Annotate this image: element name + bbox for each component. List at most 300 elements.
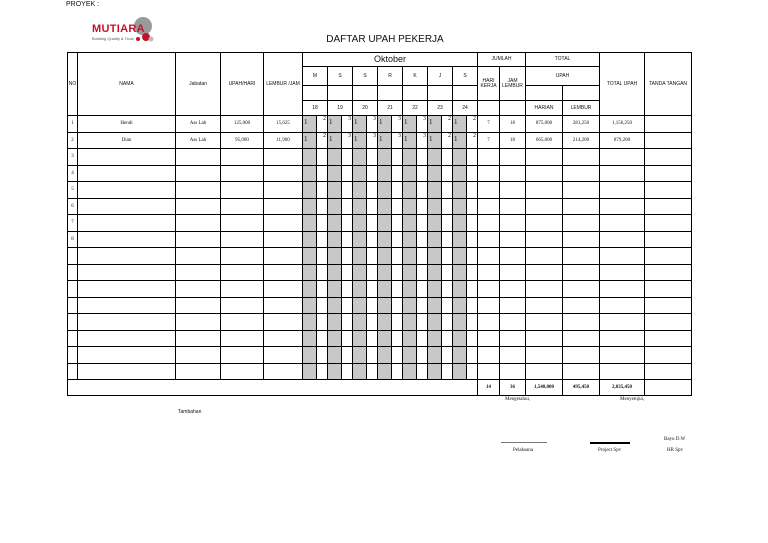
total-wage: 1,156,250 xyxy=(600,116,645,133)
jam-lembur-spacer xyxy=(500,101,526,116)
worker-position: Ass Lab xyxy=(176,132,221,149)
overtime-wage-total xyxy=(563,248,600,265)
row-number xyxy=(68,347,78,364)
day-attendance xyxy=(428,363,442,380)
worker-position xyxy=(176,231,221,248)
day-attendance xyxy=(328,165,342,182)
day-overtime xyxy=(367,363,378,380)
overtime-wage-total xyxy=(563,182,600,199)
day-attendance xyxy=(403,297,417,314)
daily-wage-total xyxy=(526,165,563,182)
day-attendance xyxy=(353,297,367,314)
work-days xyxy=(478,281,500,298)
day-overtime xyxy=(417,116,428,133)
day-attendance xyxy=(403,215,417,232)
day-attendance xyxy=(328,198,342,215)
day-overtime xyxy=(392,198,403,215)
worker-name xyxy=(78,215,176,232)
overtime-hours-total xyxy=(500,363,526,380)
day-overtime xyxy=(392,231,403,248)
day-attendance xyxy=(328,314,342,331)
total-upah-header: TOTAL UPAH xyxy=(600,53,645,116)
worker-name xyxy=(78,297,176,314)
day-overtime xyxy=(317,363,328,380)
work-days xyxy=(478,264,500,281)
day-attendance xyxy=(453,330,467,347)
day-attendance xyxy=(453,215,467,232)
day-spacer xyxy=(453,86,478,101)
worker-name: Hendi xyxy=(78,116,176,133)
day-overtime xyxy=(342,215,353,232)
day-overtime xyxy=(392,264,403,281)
day-attendance xyxy=(453,116,467,133)
day-overtime xyxy=(317,132,328,149)
day-attendance xyxy=(353,363,367,380)
day-attendance xyxy=(453,132,467,149)
table-row xyxy=(68,314,692,331)
day-attendance xyxy=(403,281,417,298)
day-overtime xyxy=(342,149,353,166)
attendance-value: 1 xyxy=(429,118,433,126)
day-attendance xyxy=(303,248,317,265)
day-header: S xyxy=(328,67,353,86)
overtime-hours-total xyxy=(500,215,526,232)
signature-cell xyxy=(645,149,692,166)
day-overtime xyxy=(442,182,453,199)
signature-cell xyxy=(645,215,692,232)
table-row xyxy=(68,330,692,347)
day-overtime xyxy=(392,116,403,133)
worker-name xyxy=(78,165,176,182)
signature-cell xyxy=(645,165,692,182)
signature-cell xyxy=(645,281,692,298)
attendance-value: 1 xyxy=(354,134,358,143)
attendance-value: 1 xyxy=(404,118,408,126)
day-attendance xyxy=(403,149,417,166)
day-attendance xyxy=(403,165,417,182)
overtime-wage-total xyxy=(563,149,600,166)
total-work-days: 14 xyxy=(478,380,500,396)
day-attendance xyxy=(303,231,317,248)
total-wage xyxy=(600,165,645,182)
overtime-hours: 3 xyxy=(348,116,351,122)
daily-wage xyxy=(221,363,264,380)
overtime-hours-total xyxy=(500,231,526,248)
day-spacer xyxy=(328,86,353,101)
day-overtime xyxy=(417,347,428,364)
day-attendance xyxy=(303,116,317,133)
day-attendance xyxy=(303,314,317,331)
day-overtime xyxy=(342,182,353,199)
day-attendance xyxy=(328,281,342,298)
day-overtime xyxy=(392,363,403,380)
overtime-rate xyxy=(264,297,303,314)
day-overtime xyxy=(417,281,428,298)
table-row xyxy=(68,264,692,281)
overtime-rate: 15,625 xyxy=(264,116,303,133)
work-days xyxy=(478,248,500,265)
day-attendance xyxy=(378,264,392,281)
day-attendance xyxy=(303,165,317,182)
overtime-rate xyxy=(264,198,303,215)
day-overtime xyxy=(317,248,328,265)
signature-cell xyxy=(645,314,692,331)
day-attendance xyxy=(403,132,417,149)
day-header: M xyxy=(303,67,328,86)
day-attendance xyxy=(428,281,442,298)
day-attendance xyxy=(378,231,392,248)
overtime-hours: 2 xyxy=(448,116,451,122)
day-overtime xyxy=(392,165,403,182)
day-overtime xyxy=(442,116,453,133)
daily-wage-total xyxy=(526,330,563,347)
daily-wage: 95,000 xyxy=(221,132,264,149)
tanda-tangan-header: TANDA TANGAN xyxy=(645,53,692,116)
row-number: 6 xyxy=(68,198,78,215)
overtime-rate xyxy=(264,149,303,166)
overtime-wage-total xyxy=(563,215,600,232)
overtime-wage-total xyxy=(563,198,600,215)
harian-spacer xyxy=(526,86,563,101)
total-wage xyxy=(600,347,645,364)
attendance-value: 1 xyxy=(429,134,433,143)
overtime-rate xyxy=(264,330,303,347)
overtime-hours: 3 xyxy=(348,132,351,139)
day-overtime xyxy=(417,165,428,182)
pelaksana-signature-line xyxy=(501,442,547,443)
tambahan-label: Tambahan xyxy=(178,409,202,415)
overtime-rate xyxy=(264,165,303,182)
row-number xyxy=(68,314,78,331)
day-overtime xyxy=(342,198,353,215)
overtime-wage-total xyxy=(563,264,600,281)
day-attendance xyxy=(353,182,367,199)
overtime-hours-total: 18 xyxy=(500,132,526,149)
col-lembur-jam-header: LEMBUR /JAM xyxy=(264,53,303,116)
day-overtime xyxy=(367,116,378,133)
day-attendance xyxy=(453,248,467,265)
day-overtime xyxy=(342,248,353,265)
hr-name: Bayu D.W xyxy=(664,437,686,442)
day-overtime xyxy=(417,132,428,149)
day-overtime xyxy=(367,248,378,265)
total-wage xyxy=(600,231,645,248)
day-attendance xyxy=(428,182,442,199)
row-number: 7 xyxy=(68,215,78,232)
day-overtime xyxy=(317,231,328,248)
worker-position xyxy=(176,281,221,298)
daily-wage-total xyxy=(526,215,563,232)
overtime-wage-total xyxy=(563,347,600,364)
total-wage xyxy=(600,198,645,215)
day-attendance xyxy=(328,149,342,166)
overtime-hours-total xyxy=(500,182,526,199)
day-attendance xyxy=(328,132,342,149)
overtime-rate xyxy=(264,264,303,281)
worker-name xyxy=(78,347,176,364)
day-attendance xyxy=(378,116,392,133)
col-upah-hari-header: UPAH/HARI xyxy=(221,53,264,116)
signature-cell xyxy=(645,182,692,199)
attendance-value: 1 xyxy=(354,118,358,126)
overtime-hours: 2 xyxy=(323,132,326,139)
worker-name xyxy=(78,231,176,248)
day-overtime xyxy=(392,132,403,149)
day-spacer xyxy=(403,86,428,101)
attendance-value: 1 xyxy=(329,118,333,126)
day-overtime xyxy=(417,231,428,248)
day-attendance xyxy=(403,347,417,364)
day-overtime xyxy=(442,165,453,182)
day-overtime xyxy=(342,264,353,281)
attendance-value: 1 xyxy=(454,134,458,143)
signature-cell xyxy=(645,248,692,265)
worker-name xyxy=(78,248,176,265)
day-overtime xyxy=(467,165,478,182)
day-attendance xyxy=(328,116,342,133)
worker-name xyxy=(78,330,176,347)
overtime-rate xyxy=(264,363,303,380)
table-row xyxy=(68,363,692,380)
day-overtime xyxy=(417,314,428,331)
day-overtime xyxy=(317,281,328,298)
overtime-hours: 3 xyxy=(398,132,401,139)
day-spacer xyxy=(428,86,453,101)
day-attendance xyxy=(428,330,442,347)
day-attendance xyxy=(353,264,367,281)
day-attendance xyxy=(403,314,417,331)
day-overtime xyxy=(392,215,403,232)
day-overtime xyxy=(367,231,378,248)
day-overtime xyxy=(367,215,378,232)
date-header: 21 xyxy=(378,101,403,116)
total-wage xyxy=(600,182,645,199)
day-overtime xyxy=(392,281,403,298)
day-overtime xyxy=(442,198,453,215)
daily-wage-total: 875,000 xyxy=(526,116,563,133)
row-number xyxy=(68,248,78,265)
day-attendance xyxy=(328,248,342,265)
table-row xyxy=(68,165,692,182)
overtime-rate xyxy=(264,231,303,248)
day-overtime xyxy=(442,248,453,265)
table-row xyxy=(68,215,692,232)
worker-name xyxy=(78,314,176,331)
day-overtime xyxy=(417,215,428,232)
day-attendance xyxy=(353,132,367,149)
worker-position xyxy=(176,264,221,281)
signature-cell xyxy=(645,297,692,314)
worker-name xyxy=(78,264,176,281)
daily-wage xyxy=(221,297,264,314)
worker-name xyxy=(78,363,176,380)
signature-cell xyxy=(645,198,692,215)
daily-wage xyxy=(221,281,264,298)
daily-wage xyxy=(221,248,264,265)
attendance-value: 1 xyxy=(304,118,308,126)
day-attendance xyxy=(328,231,342,248)
daily-wage-total xyxy=(526,347,563,364)
hari-kerja-header: HARI KERJA xyxy=(478,67,500,101)
worker-position xyxy=(176,149,221,166)
day-overtime xyxy=(392,182,403,199)
day-spacer xyxy=(378,86,403,101)
overtime-hours-total: 18 xyxy=(500,116,526,133)
work-days xyxy=(478,165,500,182)
signature-cell xyxy=(645,132,692,149)
total-wage xyxy=(600,314,645,331)
day-overtime xyxy=(392,314,403,331)
worker-position xyxy=(176,347,221,364)
day-attendance xyxy=(378,363,392,380)
table-row xyxy=(68,281,692,298)
day-attendance xyxy=(453,281,467,298)
daily-wage: 125,000 xyxy=(221,116,264,133)
total-wage xyxy=(600,363,645,380)
day-overtime xyxy=(367,330,378,347)
overtime-hours-total xyxy=(500,297,526,314)
total-wage xyxy=(600,330,645,347)
attendance-value: 1 xyxy=(379,118,383,126)
daily-wage xyxy=(221,149,264,166)
overtime-rate xyxy=(264,215,303,232)
wage-table xyxy=(67,52,692,396)
overtime-hours: 2 xyxy=(473,116,476,122)
overtime-hours-total xyxy=(500,149,526,166)
day-overtime xyxy=(342,281,353,298)
day-header: S xyxy=(453,67,478,86)
daily-wage xyxy=(221,198,264,215)
total-wage xyxy=(600,281,645,298)
overtime-hours: 2 xyxy=(448,132,451,139)
row-number xyxy=(68,330,78,347)
overtime-hours-total xyxy=(500,330,526,347)
work-days xyxy=(478,314,500,331)
attendance-value: 1 xyxy=(329,134,333,143)
day-attendance xyxy=(353,330,367,347)
day-attendance xyxy=(403,231,417,248)
daily-wage xyxy=(221,165,264,182)
day-overtime xyxy=(442,231,453,248)
table-row xyxy=(68,116,692,133)
table-row xyxy=(68,231,692,248)
hr-spv-label: HR Spv xyxy=(667,448,683,453)
row-number: 1 xyxy=(68,116,78,133)
table-row xyxy=(68,182,692,199)
jam-lembur-header: JAM LEMBUR xyxy=(500,67,526,101)
day-attendance xyxy=(428,116,442,133)
work-days: 7 xyxy=(478,132,500,149)
date-header: 24 xyxy=(453,101,478,116)
day-attendance xyxy=(428,132,442,149)
day-overtime xyxy=(367,182,378,199)
day-attendance xyxy=(428,149,442,166)
mengetahui-label: Mengetahui, xyxy=(505,397,531,402)
day-attendance xyxy=(428,248,442,265)
attendance-value: 1 xyxy=(404,134,408,143)
row-number: 3 xyxy=(68,149,78,166)
overtime-hours-total xyxy=(500,248,526,265)
overtime-rate xyxy=(264,281,303,298)
daily-wage xyxy=(221,182,264,199)
overtime-wage-total xyxy=(563,363,600,380)
day-overtime xyxy=(442,264,453,281)
daily-wage-total xyxy=(526,231,563,248)
overtime-hours: 3 xyxy=(373,116,376,122)
lembur-header: LEMBUR xyxy=(563,101,600,116)
overtime-wage-total: 214,200 xyxy=(563,132,600,149)
day-attendance xyxy=(303,297,317,314)
day-attendance xyxy=(403,116,417,133)
attendance-value: 1 xyxy=(454,118,458,126)
work-days xyxy=(478,182,500,199)
daily-wage-total xyxy=(526,182,563,199)
day-overtime xyxy=(317,297,328,314)
overtime-rate xyxy=(264,314,303,331)
row-number: 8 xyxy=(68,231,78,248)
work-days xyxy=(478,363,500,380)
day-overtime xyxy=(442,363,453,380)
daily-wage xyxy=(221,330,264,347)
day-attendance xyxy=(328,297,342,314)
day-overtime xyxy=(467,182,478,199)
day-attendance xyxy=(378,314,392,331)
day-spacer xyxy=(303,86,328,101)
overtime-rate: 11,900 xyxy=(264,132,303,149)
day-overtime xyxy=(367,165,378,182)
day-overtime xyxy=(392,330,403,347)
day-attendance xyxy=(378,198,392,215)
signature-cell xyxy=(645,264,692,281)
hari-kerja-spacer xyxy=(478,101,500,116)
day-overtime xyxy=(367,149,378,166)
day-overtime xyxy=(417,198,428,215)
day-overtime xyxy=(342,231,353,248)
daily-wage-total xyxy=(526,198,563,215)
day-attendance xyxy=(378,182,392,199)
day-attendance xyxy=(353,347,367,364)
row-number xyxy=(68,297,78,314)
day-attendance xyxy=(378,132,392,149)
day-attendance xyxy=(428,347,442,364)
pelaksana-label: Pelaksana xyxy=(513,448,533,453)
day-attendance xyxy=(428,198,442,215)
overtime-wage-total: 281,250 xyxy=(563,116,600,133)
overtime-wage-total xyxy=(563,281,600,298)
day-attendance xyxy=(303,363,317,380)
day-attendance xyxy=(328,215,342,232)
day-attendance xyxy=(378,215,392,232)
overtime-wage-total xyxy=(563,231,600,248)
day-attendance xyxy=(453,363,467,380)
day-overtime xyxy=(442,132,453,149)
day-overtime xyxy=(417,363,428,380)
table-row xyxy=(68,297,692,314)
daily-wage xyxy=(221,215,264,232)
overtime-hours: 3 xyxy=(373,132,376,139)
total-header: TOTAL xyxy=(526,53,600,67)
daily-wage-total xyxy=(526,281,563,298)
logo-name: MUTIARA xyxy=(92,23,145,35)
worker-name: Dian xyxy=(78,132,176,149)
worker-position xyxy=(176,198,221,215)
day-overtime xyxy=(342,132,353,149)
day-overtime xyxy=(467,330,478,347)
worker-position xyxy=(176,182,221,199)
menyetujui-label: Menyetujui, xyxy=(620,397,645,402)
daily-wage-total xyxy=(526,297,563,314)
day-overtime xyxy=(417,264,428,281)
